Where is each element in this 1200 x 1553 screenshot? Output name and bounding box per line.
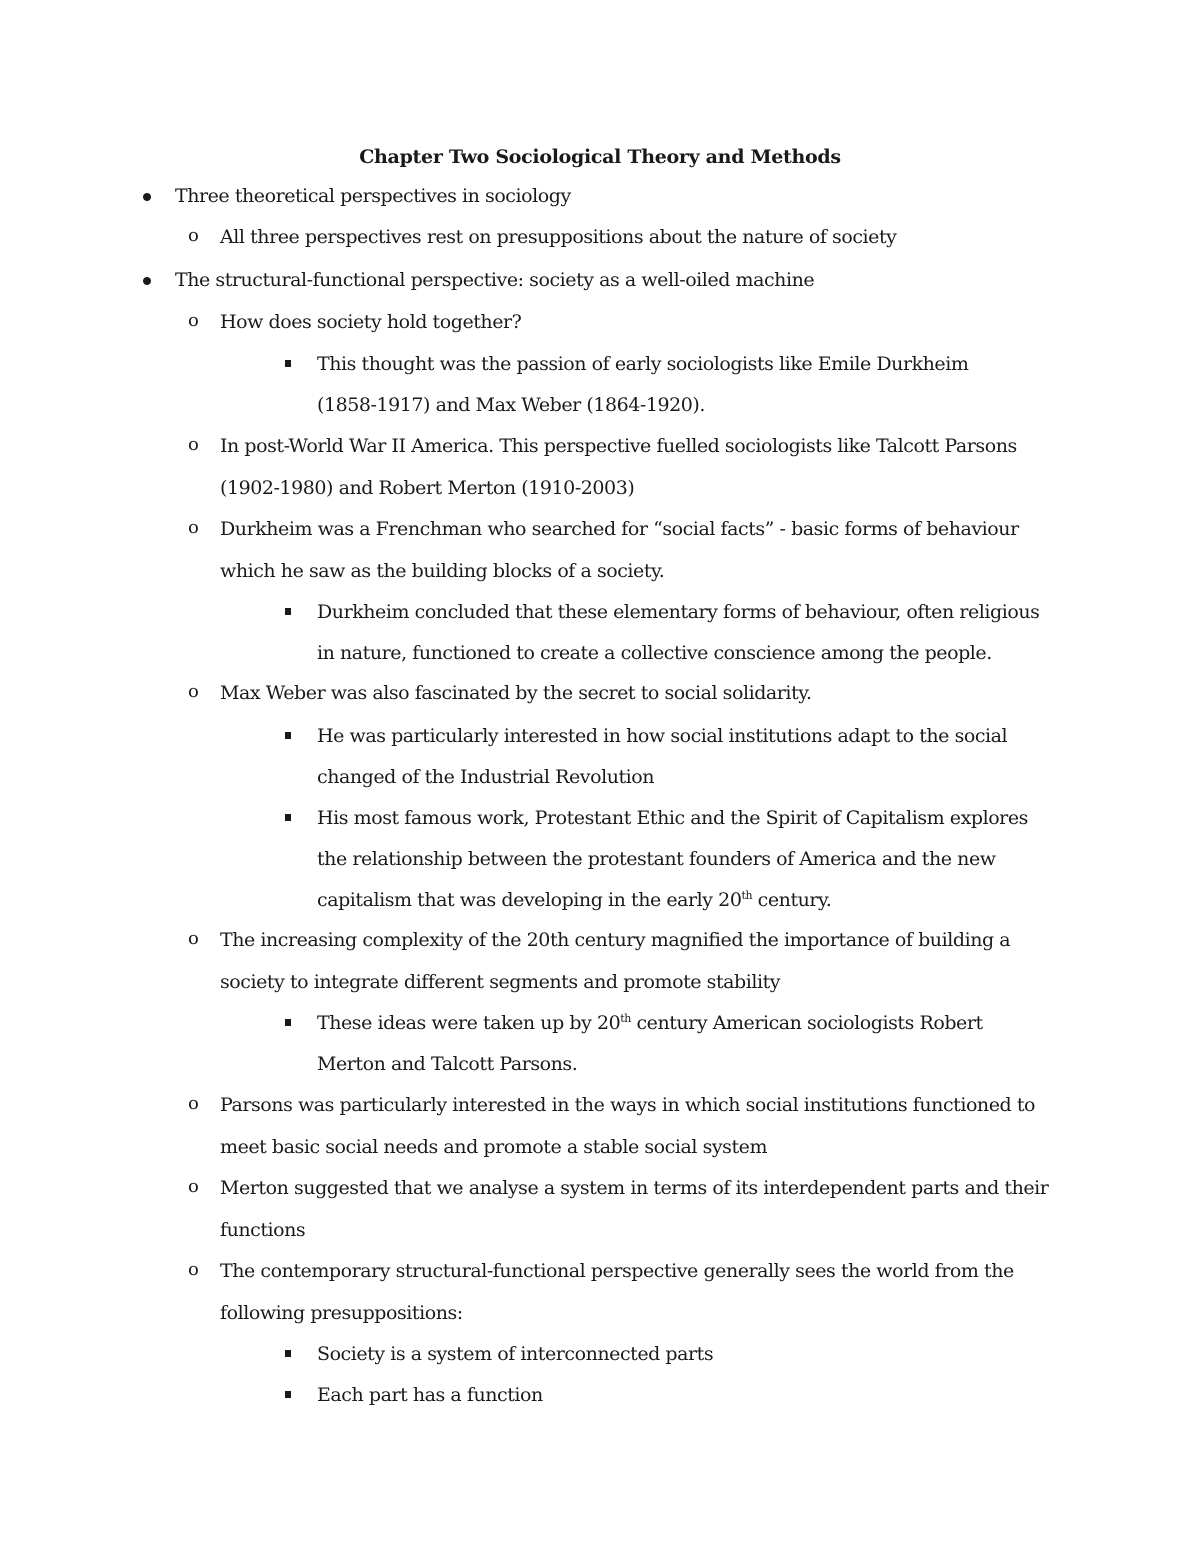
text-fragment: century.: [752, 889, 832, 911]
bullet-circle-icon: o: [188, 1259, 199, 1280]
page-title: Chapter Two Sociological Theory and Methods: [359, 146, 841, 168]
bullet-square-icon: [285, 814, 291, 821]
text-fragment: capitalism that was developing in the early 20: [317, 889, 742, 911]
bullet-text-continuation: functions: [220, 1219, 306, 1241]
bullet-text-continuation: changed of the Industrial Revolution: [317, 766, 655, 788]
bullet-circle-icon: o: [188, 681, 199, 702]
bullet-text: Durkheim was a Frenchman who searched for “social facts” - basic forms of behaviour: [220, 518, 1019, 540]
bullet-text-continuation: (1858-1917) and Max Weber (1864-1920).: [317, 394, 705, 416]
bullet-circle-icon: o: [188, 225, 199, 246]
bullet-text-continuation: following presuppositions:: [220, 1302, 463, 1324]
bullet-text: Society is a system of interconnected parts: [317, 1343, 714, 1365]
bullet-text: The contemporary structural-functional perspective generally sees the world from the: [220, 1260, 1014, 1282]
bullet-square-icon: [285, 1019, 291, 1026]
bullet-text: This thought was the passion of early sociologists like Emile Durkheim: [317, 353, 969, 375]
bullet-text: Parsons was particularly interested in the ways in which social institutions functioned to: [220, 1094, 1035, 1116]
bullet-circle-icon: o: [188, 1176, 199, 1197]
bullet-text: All three perspectives rest on presuppositions about the nature of society: [220, 226, 897, 248]
bullet-text: How does society hold together?: [220, 311, 522, 333]
text-fragment: These ideas were taken up by 20: [317, 1012, 621, 1034]
bullet-text: Three theoretical perspectives in sociology: [175, 185, 571, 207]
bullet-text-continuation: society to integrate different segments and promote stability: [220, 971, 781, 993]
bullet-text: Each part has a function: [317, 1384, 543, 1406]
superscript: th: [741, 889, 753, 902]
bullet-square-icon: [285, 608, 291, 615]
bullet-text: The increasing complexity of the 20th century magnified the importance of building a: [220, 929, 1011, 951]
bullet-text: Merton suggested that we analyse a system in terms of its interdependent parts and their: [220, 1177, 1049, 1199]
bullet-text: His most famous work, Protestant Ethic and the Spirit of Capitalism explores: [317, 807, 1028, 829]
text-fragment: century American sociologists Robert: [630, 1012, 983, 1034]
bullet-circle-icon: o: [188, 310, 199, 331]
superscript: th: [620, 1012, 631, 1025]
bullet-text: [317, 1009, 983, 1037]
bullet-text-continuation: which he saw as the building blocks of a society.: [220, 560, 665, 582]
bullet-square-icon: [285, 360, 291, 367]
bullet-circle-icon: o: [188, 434, 199, 455]
bullet-text-continuation: in nature, functioned to create a collective conscience among the people.: [317, 642, 992, 664]
bullet-disc-icon: [143, 193, 151, 201]
bullet-text-continuation: meet basic social needs and promote a stable social system: [220, 1136, 768, 1158]
bullet-text-continuation: the relationship between the protestant founders of America and the new: [317, 848, 996, 870]
bullet-text-continuation: [317, 886, 831, 914]
bullet-text-continuation: Merton and Talcott Parsons.: [317, 1053, 578, 1075]
bullet-square-icon: [285, 1391, 291, 1398]
bullet-square-icon: [285, 732, 291, 739]
bullet-text: Durkheim concluded that these elementary forms of behaviour, often religious: [317, 601, 1040, 623]
bullet-circle-icon: o: [188, 1093, 199, 1114]
bullet-circle-icon: o: [188, 928, 199, 949]
bullet-text-continuation: (1902-1980) and Robert Merton (1910-2003): [220, 477, 635, 499]
bullet-square-icon: [285, 1350, 291, 1357]
bullet-circle-icon: o: [188, 517, 199, 538]
bullet-text: In post-World War II America. This perspective fuelled sociologists like Talcott Parsons: [220, 435, 1017, 457]
bullet-text: Max Weber was also fascinated by the secret to social solidarity.: [220, 682, 812, 704]
bullet-text: He was particularly interested in how social institutions adapt to the social: [317, 725, 1008, 747]
bullet-disc-icon: [143, 277, 151, 285]
bullet-text: The structural-functional perspective: society as a well-oiled machine: [175, 269, 815, 291]
